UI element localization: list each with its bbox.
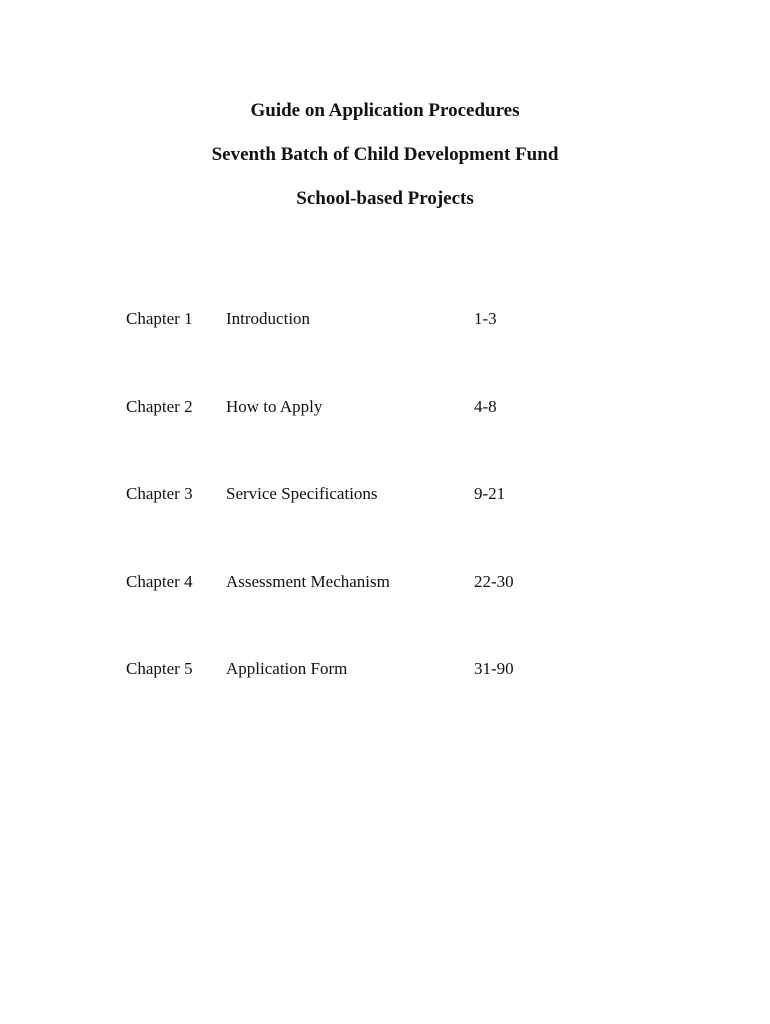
toc-chapter-label: Chapter 3: [126, 484, 193, 503]
toc-page-range: 1-3: [474, 309, 497, 328]
toc-page-range: 9-21: [474, 484, 506, 503]
toc-row: [0, 570, 770, 594]
toc-page-range: 22-30: [474, 572, 514, 591]
toc-chapter-title: Application Form: [226, 659, 348, 678]
toc-chapter-label: Chapter 4: [126, 572, 193, 591]
toc-chapter-title: Assessment Mechanism: [226, 572, 390, 591]
toc-chapter-title: Introduction: [226, 309, 311, 328]
document-title: Guide on Application Procedures: [250, 100, 520, 121]
toc-chapter-label: Chapter 1: [126, 309, 193, 328]
toc-row: [0, 395, 770, 419]
toc-chapter-label: Chapter 5: [126, 659, 193, 678]
toc-row: [0, 657, 770, 681]
document-subtitle-secondary: School-based Projects: [296, 188, 474, 209]
toc-row: [0, 307, 770, 331]
toc-chapter-title: How to Apply: [226, 397, 323, 416]
toc-page-range: 31-90: [474, 659, 514, 678]
toc-chapter-label: Chapter 2: [126, 397, 193, 416]
toc-page-range: 4-8: [474, 397, 497, 416]
toc-chapter-title: Service Specifications: [226, 484, 378, 503]
document-subtitle: Seventh Batch of Child Development Fund: [211, 144, 559, 165]
toc-row: [0, 482, 770, 506]
